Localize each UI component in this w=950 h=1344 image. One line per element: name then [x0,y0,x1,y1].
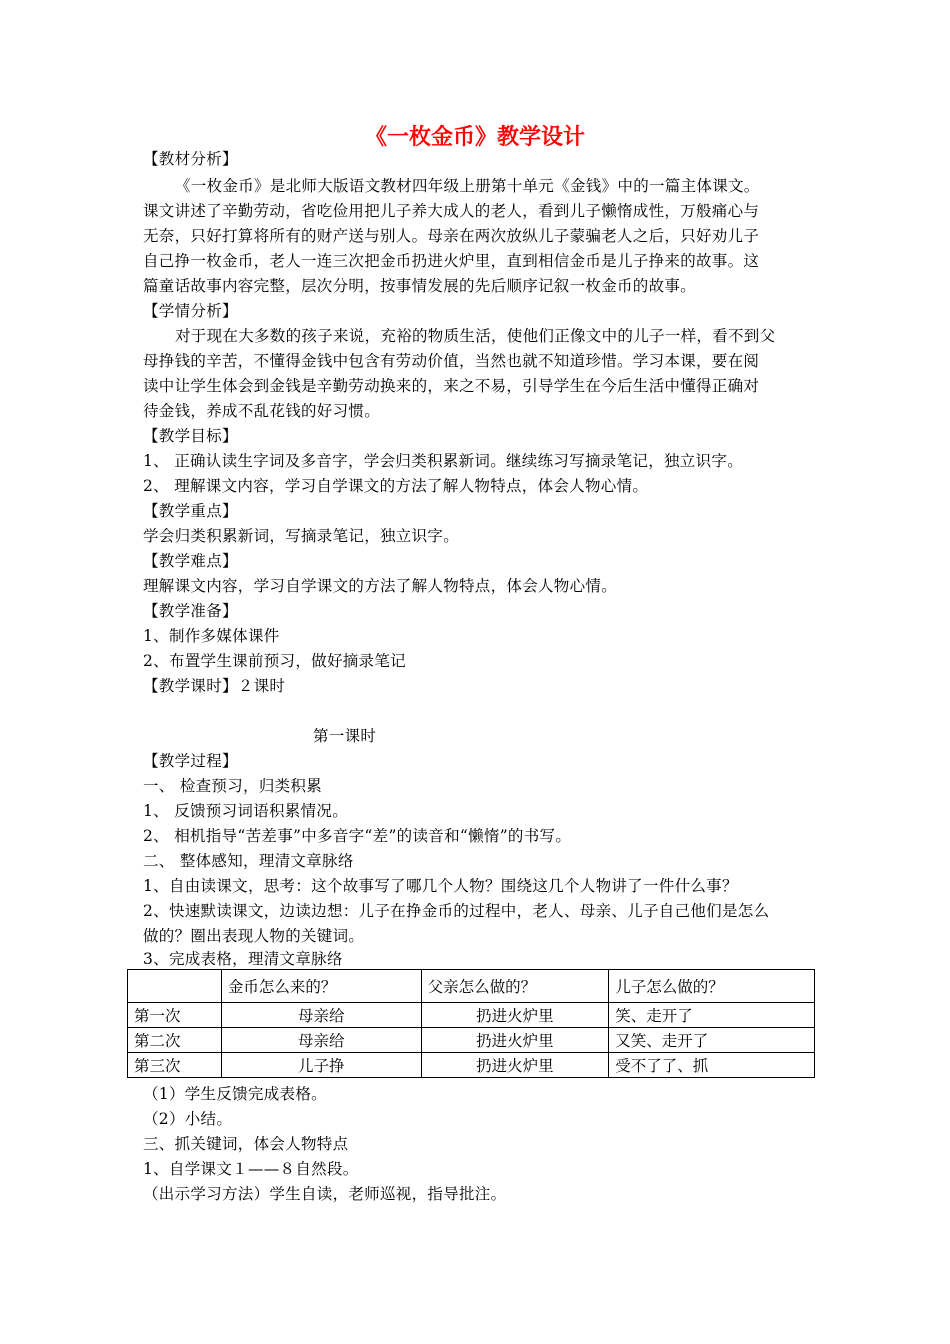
step-item: 2、 相机指导“苦差事”中多音字“差”的读音和“懒惰”的书写。 [143,827,572,845]
table-row [128,1028,815,1053]
section-heading-material: 【教材分析】 [143,150,238,168]
step-heading: 三、抓关键词，体会人物特点 [143,1135,349,1153]
section-heading-process: 【教学过程】 [143,752,238,770]
step-item: 1、自由读课文，思考：这个故事写了哪几个人物？围绕这几个人物讲了一件什么事？ [143,877,738,895]
section-heading-prep: 【教学准备】 [143,602,238,620]
step-heading: 二、 整体感知，理清文章脉络 [143,852,354,870]
step-item: 1、 反馈预习词语积累情况。 [143,802,348,820]
table-header-cell [128,970,222,1003]
prep-item: 1、制作多媒体课件 [143,627,280,645]
table-cell: 笑、走开了 [609,1003,815,1028]
section-heading-difficult: 【教学难点】 [143,552,238,570]
table-cell: 第一次 [128,1003,222,1028]
paragraph-line: 篇童话故事内容完整，层次分明，按事情发展的先后顺序记叙一枚金币的故事。 [143,277,697,295]
list-item: （1）学生反馈完成表格。 [143,1085,327,1103]
lesson-title: 第一课时 [313,727,377,745]
section-heading-key: 【教学重点】 [143,502,238,520]
table-cell: 又笑、走开了 [609,1028,815,1053]
table-cell: 母亲给 [221,1003,421,1028]
section-heading-students: 【学情分析】 [143,302,238,320]
step-item: 1、自学课文１——８自然段。 [143,1160,359,1178]
list-item: （2）小结。 [143,1110,233,1128]
table-cell: 母亲给 [221,1028,421,1053]
paragraph-line: 母挣钱的辛苦，不懂得金钱中包含有劳动价值，当然也就不知道珍惜。学习本课，要在阅 [143,352,760,370]
paragraph-line: 待金钱，养成不乱花钱的好习惯。 [143,402,381,420]
paragraph-line: 读中让学生体会到金钱是辛勤劳动换来的，来之不易，引导学生在今后生活中懂得正确对 [143,377,760,395]
table-row [128,1053,815,1078]
step-item: 3、完成表格，理清文章脉络 [143,950,343,968]
table-header-row [128,970,815,1003]
paragraph-line: 自己挣一枚金币，老人一连三次把金币扔进火炉里，直到相信金币是儿子挣来的故事。这 [143,252,760,270]
paragraph-line: 《一枚金币》是北师大版语文教材四年级上册第十单元《金钱》中的一篇主体课文。 [175,177,760,195]
table-cell: 儿子挣 [221,1053,421,1078]
goal-item: 2、 理解课文内容，学习自学课文的方法了解人物特点，体会人物心情。 [143,477,649,495]
paragraph-line: 对于现在大多数的孩子来说，充裕的物质生活，使他们正像文中的儿子一样，看不到父 [175,327,776,345]
table-cell: 第三次 [128,1053,222,1078]
step-heading: 一、 检查预习，归类积累 [143,777,323,795]
table-cell: 第二次 [128,1028,222,1053]
table-cell: 扔进火炉里 [421,1003,609,1028]
page-title: 《一枚金币》教学设计 [364,125,585,150]
class-hours: 【教学课时】２课时 [143,677,286,695]
table-row [128,1003,815,1028]
step-item: 2、快速默读课文，边读边想：儿子在挣金币的过程中，老人、母亲、儿子自己他们是怎么 [143,902,770,920]
step-item: 做的？圈出表现人物的关键词。 [143,927,365,945]
goal-item: 1、 正确认读生字词及多音字，学会归类积累新词。继续练习写摘录笔记，独立识字。 [143,452,743,470]
step-item: （出示学习方法）学生自读，老师巡视，指导批注。 [143,1185,507,1203]
key-text: 学会归类积累新词，写摘录笔记，独立识字。 [143,527,460,545]
difficult-text: 理解课文内容，学习自学课文的方法了解人物特点，体会人物心情。 [143,577,618,595]
prep-item: 2、布置学生课前预习，做好摘录笔记 [143,652,406,670]
table-header-cell: 父亲怎么做的？ [421,970,609,1003]
summary-table [127,969,815,1078]
paragraph-line: 课文讲述了辛勤劳动，省吃俭用把儿子养大成人的老人，看到儿子懒惰成性，万般痛心与 [143,202,760,220]
section-heading-goals: 【教学目标】 [143,427,238,445]
table-header-cell: 儿子怎么做的？ [609,970,815,1003]
table-cell: 扔进火炉里 [421,1028,609,1053]
table-cell: 受不了了、抓 [609,1053,815,1078]
table-header-cell: 金币怎么来的？ [221,970,421,1003]
paragraph-line: 无奈，只好打算将所有的财产送与别人。母亲在两次放纵儿子蒙骗老人之后，只好劝儿子 [143,227,760,245]
table-cell: 扔进火炉里 [421,1053,609,1078]
